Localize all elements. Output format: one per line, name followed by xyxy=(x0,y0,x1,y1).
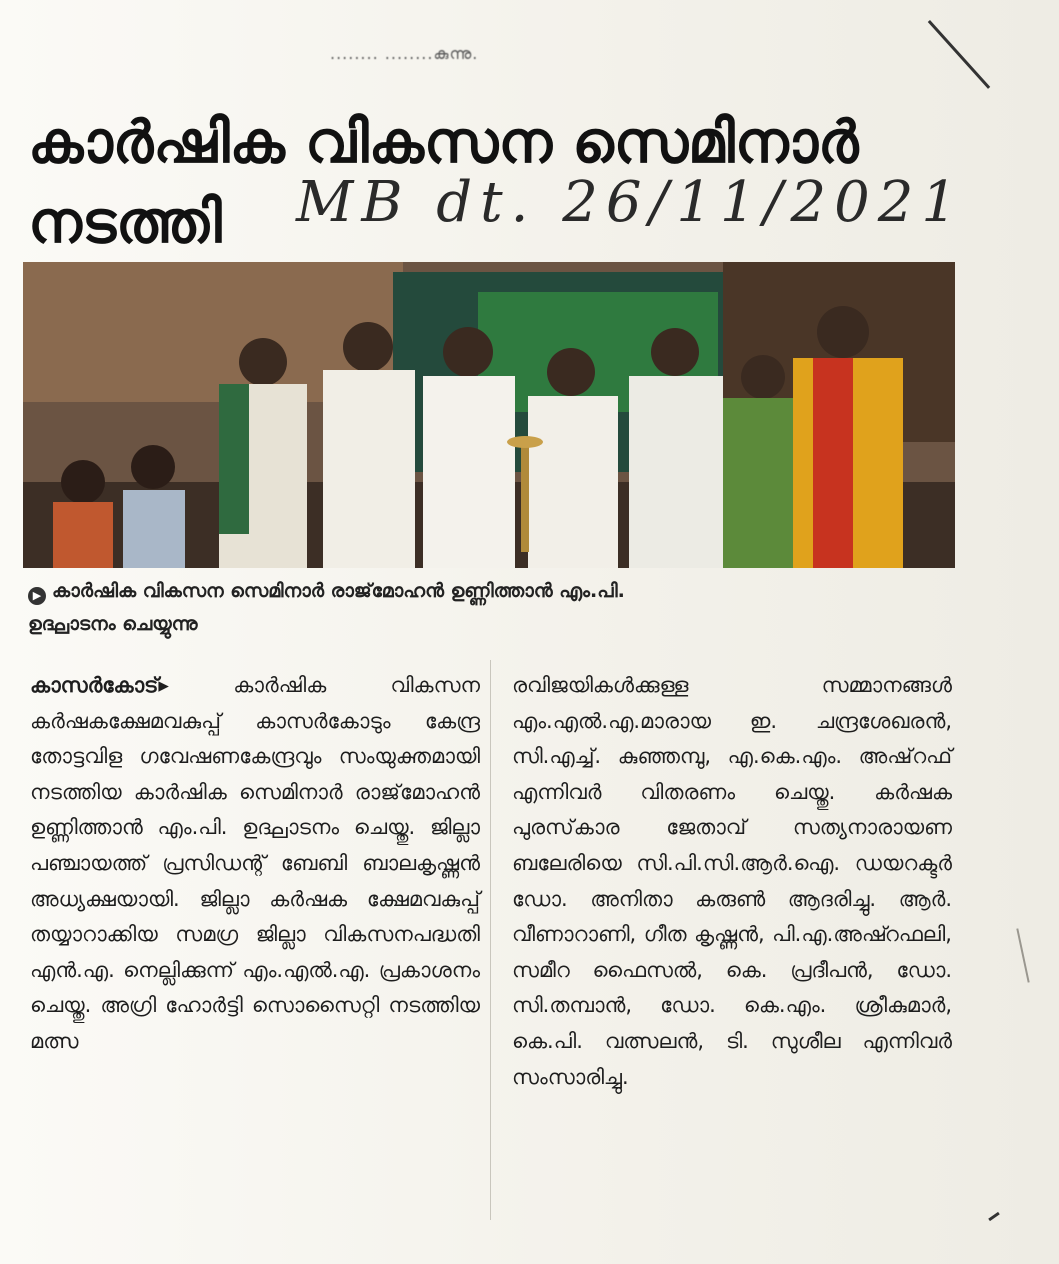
right-column-text: രവിജയികൾക്കുള്ള സമ്മാനങ്ങൾ എം.എൽ.എ.മാരായ ഇ. ചന്ദ്രശേഖരൻ, സി.എച്ച്. കുഞ്ഞമ്പു, എ.കെ.എം. അഷ്‌റഫ് എന്നിവർ വിതരണം ചെയ്തു. കർഷക പുരസ്‌കാര ജേതാവ് സത്യനാരായണ ബലേരിയെ സി.പി.സി.ആർ.ഐ. ഡയറക്ടർ ഡോ. അനിതാ കരുൺ ആദരിച്ചു. ആർ. വീണാറാണി, ഗീത കൃഷ്ണൻ, പി.എ.അഷ്റഫലി, സമീറ ഫൈസൽ, കെ. പ്രദീപൻ, ഡോ. സി.തമ്പാൻ, ഡോ. കെ.എം. ശ്രീകുമാർ, കെ.പി. വത്സലൻ, ടി. സുശീല എന്നിവർ സംസാരിച്ചു. xyxy=(512,673,953,1089)
dateline: കാസർകോട്▸ xyxy=(30,673,169,697)
article-column-right xyxy=(512,668,952,1095)
handwritten-date-note: MB dt. 26/11/2021 xyxy=(296,170,966,235)
headline: കാർഷിക വികസന സെമിനാർ xyxy=(28,108,859,176)
photo-caption xyxy=(28,575,948,641)
play-bullet-icon: ▶ xyxy=(28,587,46,605)
headline-line-2: നടത്തി xyxy=(28,188,222,256)
photo-illustration xyxy=(23,262,955,568)
caption-line-1: കാർഷിക വികസന സെമിനാർ രാജ്‌മോഹൻ ഉണ്ണിത്താൻ എം.പി. xyxy=(52,580,625,602)
caption-line-2: ഉദ്ഘാടനം ചെയ്യുന്നു xyxy=(28,613,198,635)
column-divider xyxy=(490,660,491,1220)
previous-article-fragment: ........ ........കുന്നു. xyxy=(330,44,479,63)
article-column-left xyxy=(30,668,480,1060)
news-photo xyxy=(23,262,955,568)
left-column-text: കാർഷിക വികസന കർഷകക്ഷേമവകുപ്പ് കാസർകോടും കേന്ദ്ര തോട്ടവിള ഗവേഷണകേന്ദ്രവും സംയുക്തമായി നടത്തിയ കാർഷിക സെമിനാർ രാജ്‌മോഹൻ ഉണ്ണിത്താൻ എം.പി. ഉദ്ഘാടനം ചെയ്തു. ജില്ലാ പഞ്ചായത്ത് പ്രസിഡന്റ് ബേബി ബാലകൃഷ്ണൻ അധ്യക്ഷയായി. ജില്ലാ കർഷക ക്ഷേമവകുപ്പ് തയ്യാറാക്കിയ സമഗ്ര ജില്ലാ വികസനപദ്ധതി എൻ.എ. നെല്ലിക്കുന്ന് എം.എൽ.എ. പ്രകാശനം ചെയ്തു. അഗ്രി ഹോർട്ടി സൊസൈറ്റി നടത്തിയ മത്സ xyxy=(30,673,480,1053)
